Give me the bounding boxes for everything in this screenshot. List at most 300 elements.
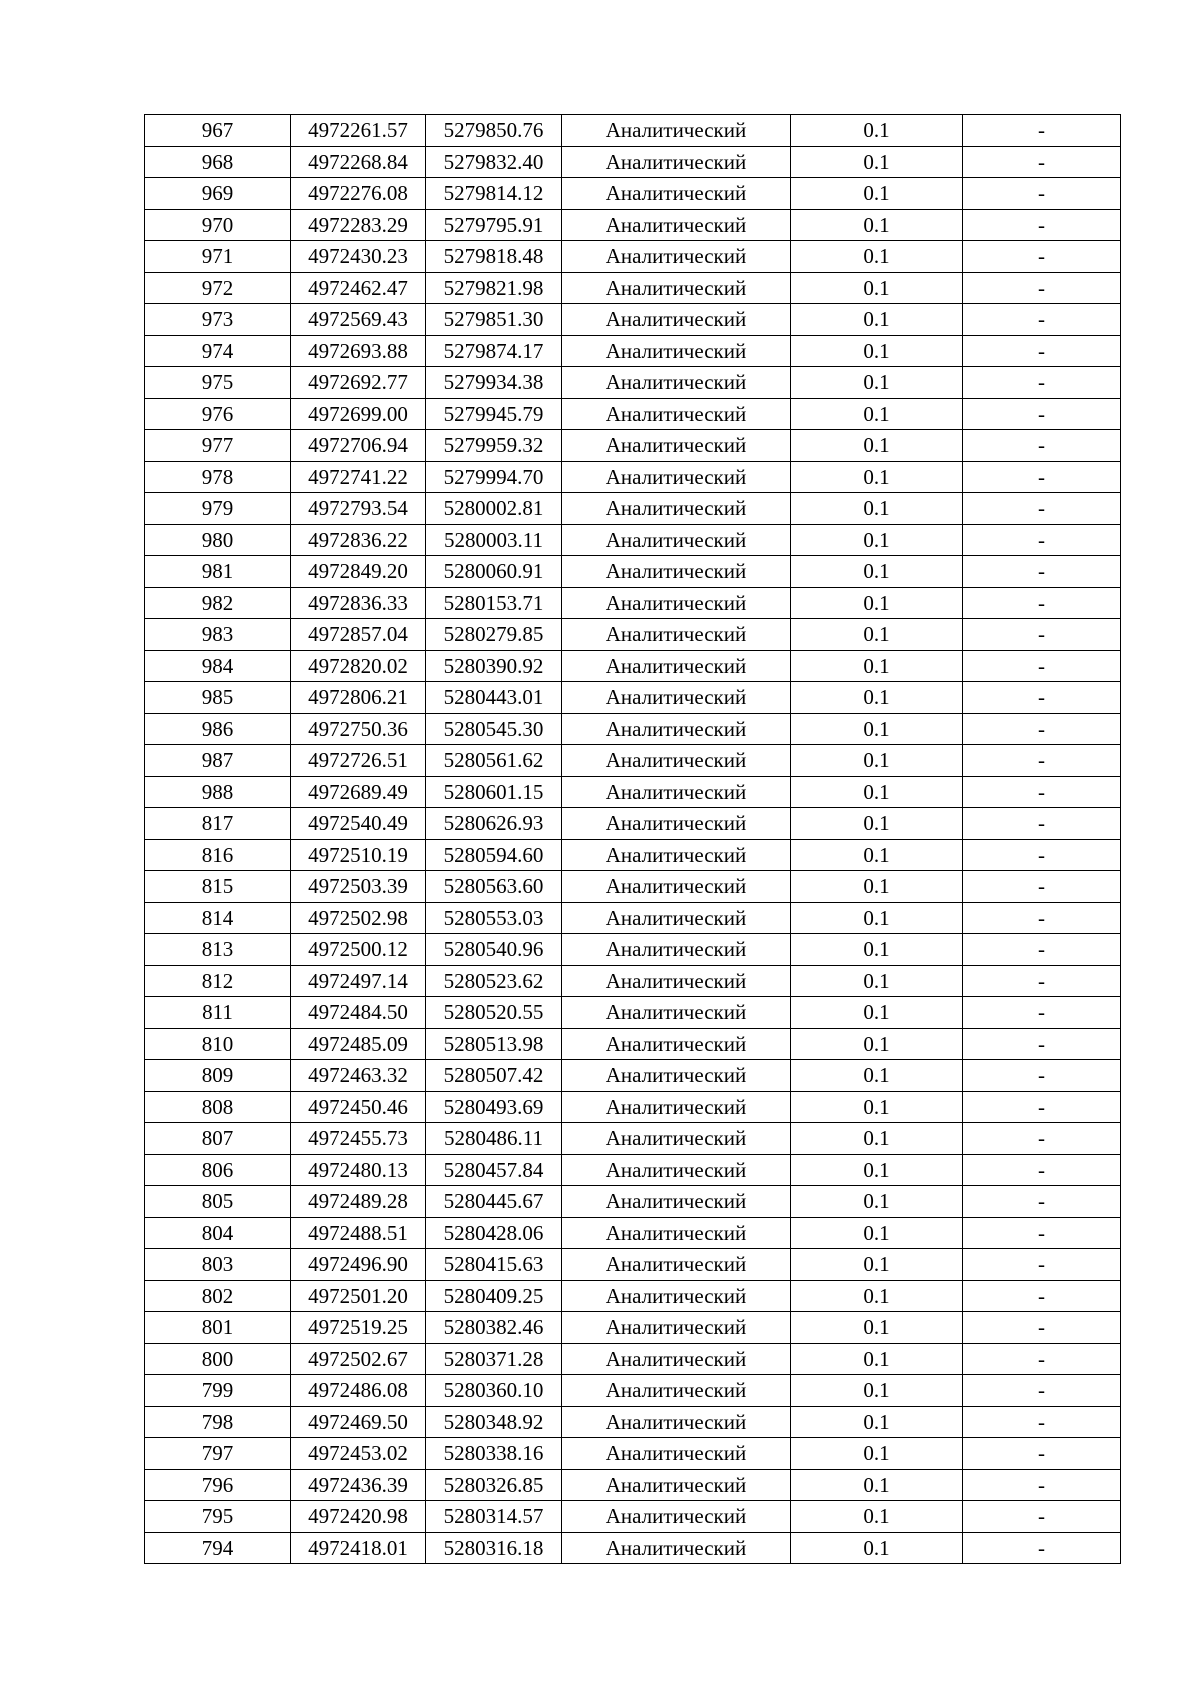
x-coordinate-cell: 4972540.49 (291, 808, 426, 840)
accuracy-cell: 0.1 (791, 1406, 963, 1438)
x-coordinate-cell: 4972820.02 (291, 650, 426, 682)
y-coordinate-cell: 5280360.10 (426, 1375, 562, 1407)
accuracy-cell: 0.1 (791, 1469, 963, 1501)
y-coordinate-cell: 5279959.32 (426, 430, 562, 462)
table-row (145, 650, 1121, 682)
table-row (145, 1217, 1121, 1249)
table-row (145, 556, 1121, 588)
table-row (145, 1312, 1121, 1344)
note-cell: - (963, 997, 1121, 1029)
accuracy-cell: 0.1 (791, 556, 963, 588)
accuracy-cell: 0.1 (791, 1028, 963, 1060)
method-cell: Аналитический (562, 1406, 791, 1438)
note-cell: - (963, 461, 1121, 493)
table-row (145, 1186, 1121, 1218)
y-coordinate-cell: 5280371.28 (426, 1343, 562, 1375)
accuracy-cell: 0.1 (791, 745, 963, 777)
note-cell: - (963, 335, 1121, 367)
method-cell: Аналитический (562, 1280, 791, 1312)
accuracy-cell: 0.1 (791, 839, 963, 871)
note-cell: - (963, 1343, 1121, 1375)
accuracy-cell: 0.1 (791, 304, 963, 336)
accuracy-cell: 0.1 (791, 713, 963, 745)
x-coordinate-cell: 4972485.09 (291, 1028, 426, 1060)
table-row (145, 304, 1121, 336)
note-cell: - (963, 398, 1121, 430)
accuracy-cell: 0.1 (791, 1343, 963, 1375)
method-cell: Аналитический (562, 808, 791, 840)
method-cell: Аналитический (562, 587, 791, 619)
point-number-cell: 977 (145, 430, 291, 462)
y-coordinate-cell: 5280520.55 (426, 997, 562, 1029)
method-cell: Аналитический (562, 1154, 791, 1186)
method-cell: Аналитический (562, 1343, 791, 1375)
y-coordinate-cell: 5280561.62 (426, 745, 562, 777)
point-number-cell: 968 (145, 146, 291, 178)
y-coordinate-cell: 5280443.01 (426, 682, 562, 714)
method-cell: Аналитический (562, 839, 791, 871)
point-number-cell: 813 (145, 934, 291, 966)
y-coordinate-cell: 5280338.16 (426, 1438, 562, 1470)
point-number-cell: 971 (145, 241, 291, 273)
note-cell: - (963, 965, 1121, 997)
table-row (145, 115, 1121, 147)
method-cell: Аналитический (562, 398, 791, 430)
method-cell: Аналитический (562, 367, 791, 399)
accuracy-cell: 0.1 (791, 1280, 963, 1312)
y-coordinate-cell: 5280563.60 (426, 871, 562, 903)
accuracy-cell: 0.1 (791, 272, 963, 304)
note-cell: - (963, 1249, 1121, 1281)
method-cell: Аналитический (562, 1091, 791, 1123)
table-row (145, 776, 1121, 808)
method-cell: Аналитический (562, 146, 791, 178)
accuracy-cell: 0.1 (791, 1123, 963, 1155)
method-cell: Аналитический (562, 965, 791, 997)
y-coordinate-cell: 5280326.85 (426, 1469, 562, 1501)
y-coordinate-cell: 5279795.91 (426, 209, 562, 241)
y-coordinate-cell: 5279850.76 (426, 115, 562, 147)
note-cell: - (963, 587, 1121, 619)
table-row (145, 682, 1121, 714)
point-number-cell: 811 (145, 997, 291, 1029)
y-coordinate-cell: 5279945.79 (426, 398, 562, 430)
note-cell: - (963, 1154, 1121, 1186)
note-cell: - (963, 619, 1121, 651)
x-coordinate-cell: 4972689.49 (291, 776, 426, 808)
point-number-cell: 975 (145, 367, 291, 399)
point-number-cell: 805 (145, 1186, 291, 1218)
note-cell: - (963, 241, 1121, 273)
point-number-cell: 980 (145, 524, 291, 556)
y-coordinate-cell: 5280153.71 (426, 587, 562, 619)
method-cell: Аналитический (562, 650, 791, 682)
x-coordinate-cell: 4972453.02 (291, 1438, 426, 1470)
x-coordinate-cell: 4972497.14 (291, 965, 426, 997)
table-row (145, 745, 1121, 777)
method-cell: Аналитический (562, 934, 791, 966)
method-cell: Аналитический (562, 902, 791, 934)
point-number-cell: 988 (145, 776, 291, 808)
x-coordinate-cell: 4972793.54 (291, 493, 426, 525)
note-cell: - (963, 1501, 1121, 1533)
y-coordinate-cell: 5279832.40 (426, 146, 562, 178)
x-coordinate-cell: 4972503.39 (291, 871, 426, 903)
table-row (145, 1501, 1121, 1533)
y-coordinate-cell: 5280003.11 (426, 524, 562, 556)
y-coordinate-cell: 5279994.70 (426, 461, 562, 493)
table-row (145, 493, 1121, 525)
accuracy-cell: 0.1 (791, 871, 963, 903)
x-coordinate-cell: 4972276.08 (291, 178, 426, 210)
note-cell: - (963, 871, 1121, 903)
table-row (145, 1469, 1121, 1501)
point-number-cell: 796 (145, 1469, 291, 1501)
x-coordinate-cell: 4972268.84 (291, 146, 426, 178)
accuracy-cell: 0.1 (791, 335, 963, 367)
accuracy-cell: 0.1 (791, 367, 963, 399)
y-coordinate-cell: 5280060.91 (426, 556, 562, 588)
accuracy-cell: 0.1 (791, 461, 963, 493)
point-number-cell: 807 (145, 1123, 291, 1155)
x-coordinate-cell: 4972496.90 (291, 1249, 426, 1281)
accuracy-cell: 0.1 (791, 493, 963, 525)
accuracy-cell: 0.1 (791, 524, 963, 556)
x-coordinate-cell: 4972857.04 (291, 619, 426, 651)
point-number-cell: 804 (145, 1217, 291, 1249)
y-coordinate-cell: 5280626.93 (426, 808, 562, 840)
x-coordinate-cell: 4972455.73 (291, 1123, 426, 1155)
table-row (145, 1123, 1121, 1155)
accuracy-cell: 0.1 (791, 965, 963, 997)
point-number-cell: 974 (145, 335, 291, 367)
x-coordinate-cell: 4972849.20 (291, 556, 426, 588)
point-number-cell: 967 (145, 115, 291, 147)
y-coordinate-cell: 5280493.69 (426, 1091, 562, 1123)
note-cell: - (963, 115, 1121, 147)
note-cell: - (963, 146, 1121, 178)
point-number-cell: 970 (145, 209, 291, 241)
note-cell: - (963, 1469, 1121, 1501)
point-number-cell: 801 (145, 1312, 291, 1344)
note-cell: - (963, 934, 1121, 966)
x-coordinate-cell: 4972420.98 (291, 1501, 426, 1533)
table-row (145, 1154, 1121, 1186)
y-coordinate-cell: 5279874.17 (426, 335, 562, 367)
x-coordinate-cell: 4972488.51 (291, 1217, 426, 1249)
table-row (145, 1028, 1121, 1060)
note-cell: - (963, 1532, 1121, 1564)
x-coordinate-cell: 4972836.33 (291, 587, 426, 619)
method-cell: Аналитический (562, 524, 791, 556)
method-cell: Аналитический (562, 335, 791, 367)
accuracy-cell: 0.1 (791, 682, 963, 714)
point-number-cell: 799 (145, 1375, 291, 1407)
point-number-cell: 812 (145, 965, 291, 997)
y-coordinate-cell: 5280523.62 (426, 965, 562, 997)
point-number-cell: 984 (145, 650, 291, 682)
x-coordinate-cell: 4972693.88 (291, 335, 426, 367)
y-coordinate-cell: 5280390.92 (426, 650, 562, 682)
x-coordinate-cell: 4972484.50 (291, 997, 426, 1029)
y-coordinate-cell: 5280594.60 (426, 839, 562, 871)
x-coordinate-cell: 4972806.21 (291, 682, 426, 714)
note-cell: - (963, 745, 1121, 777)
point-number-cell: 815 (145, 871, 291, 903)
point-number-cell: 987 (145, 745, 291, 777)
table-row (145, 1532, 1121, 1564)
table-row (145, 871, 1121, 903)
method-cell: Аналитический (562, 1469, 791, 1501)
x-coordinate-cell: 4972741.22 (291, 461, 426, 493)
method-cell: Аналитический (562, 304, 791, 336)
table-row (145, 241, 1121, 273)
accuracy-cell: 0.1 (791, 1217, 963, 1249)
table-row (145, 461, 1121, 493)
point-number-cell: 982 (145, 587, 291, 619)
accuracy-cell: 0.1 (791, 209, 963, 241)
accuracy-cell: 0.1 (791, 1312, 963, 1344)
note-cell: - (963, 902, 1121, 934)
accuracy-cell: 0.1 (791, 1249, 963, 1281)
accuracy-cell: 0.1 (791, 902, 963, 934)
accuracy-cell: 0.1 (791, 1091, 963, 1123)
y-coordinate-cell: 5280457.84 (426, 1154, 562, 1186)
method-cell: Аналитический (562, 178, 791, 210)
x-coordinate-cell: 4972283.29 (291, 209, 426, 241)
y-coordinate-cell: 5280507.42 (426, 1060, 562, 1092)
x-coordinate-cell: 4972706.94 (291, 430, 426, 462)
x-coordinate-cell: 4972726.51 (291, 745, 426, 777)
point-number-cell: 973 (145, 304, 291, 336)
point-number-cell: 809 (145, 1060, 291, 1092)
x-coordinate-cell: 4972463.32 (291, 1060, 426, 1092)
table-row (145, 178, 1121, 210)
method-cell: Аналитический (562, 209, 791, 241)
y-coordinate-cell: 5280553.03 (426, 902, 562, 934)
point-number-cell: 985 (145, 682, 291, 714)
method-cell: Аналитический (562, 493, 791, 525)
y-coordinate-cell: 5280545.30 (426, 713, 562, 745)
y-coordinate-cell: 5280279.85 (426, 619, 562, 651)
method-cell: Аналитический (562, 776, 791, 808)
note-cell: - (963, 272, 1121, 304)
accuracy-cell: 0.1 (791, 1438, 963, 1470)
note-cell: - (963, 1375, 1121, 1407)
note-cell: - (963, 1028, 1121, 1060)
x-coordinate-cell: 4972469.50 (291, 1406, 426, 1438)
x-coordinate-cell: 4972489.28 (291, 1186, 426, 1218)
table-row (145, 1280, 1121, 1312)
point-number-cell: 976 (145, 398, 291, 430)
table-row (145, 398, 1121, 430)
method-cell: Аналитический (562, 871, 791, 903)
method-cell: Аналитический (562, 619, 791, 651)
y-coordinate-cell: 5280486.11 (426, 1123, 562, 1155)
method-cell: Аналитический (562, 272, 791, 304)
table-row (145, 272, 1121, 304)
x-coordinate-cell: 4972519.25 (291, 1312, 426, 1344)
x-coordinate-cell: 4972430.23 (291, 241, 426, 273)
x-coordinate-cell: 4972569.43 (291, 304, 426, 336)
x-coordinate-cell: 4972480.13 (291, 1154, 426, 1186)
point-number-cell: 983 (145, 619, 291, 651)
method-cell: Аналитический (562, 1028, 791, 1060)
point-number-cell: 981 (145, 556, 291, 588)
accuracy-cell: 0.1 (791, 1375, 963, 1407)
x-coordinate-cell: 4972261.57 (291, 115, 426, 147)
accuracy-cell: 0.1 (791, 997, 963, 1029)
point-number-cell: 979 (145, 493, 291, 525)
table-row (145, 1091, 1121, 1123)
note-cell: - (963, 1091, 1121, 1123)
method-cell: Аналитический (562, 241, 791, 273)
note-cell: - (963, 682, 1121, 714)
point-number-cell: 808 (145, 1091, 291, 1123)
table-row (145, 934, 1121, 966)
method-cell: Аналитический (562, 1312, 791, 1344)
point-number-cell: 806 (145, 1154, 291, 1186)
x-coordinate-cell: 4972500.12 (291, 934, 426, 966)
point-number-cell: 798 (145, 1406, 291, 1438)
method-cell: Аналитический (562, 682, 791, 714)
method-cell: Аналитический (562, 1217, 791, 1249)
x-coordinate-cell: 4972450.46 (291, 1091, 426, 1123)
point-number-cell: 794 (145, 1532, 291, 1564)
y-coordinate-cell: 5280002.81 (426, 493, 562, 525)
accuracy-cell: 0.1 (791, 1501, 963, 1533)
y-coordinate-cell: 5279934.38 (426, 367, 562, 399)
y-coordinate-cell: 5280445.67 (426, 1186, 562, 1218)
x-coordinate-cell: 4972462.47 (291, 272, 426, 304)
table-row (145, 808, 1121, 840)
x-coordinate-cell: 4972486.08 (291, 1375, 426, 1407)
accuracy-cell: 0.1 (791, 430, 963, 462)
method-cell: Аналитический (562, 115, 791, 147)
table-row (145, 1060, 1121, 1092)
accuracy-cell: 0.1 (791, 146, 963, 178)
point-number-cell: 803 (145, 1249, 291, 1281)
note-cell: - (963, 1280, 1121, 1312)
point-number-cell: 978 (145, 461, 291, 493)
x-coordinate-cell: 4972750.36 (291, 713, 426, 745)
note-cell: - (963, 209, 1121, 241)
accuracy-cell: 0.1 (791, 1060, 963, 1092)
x-coordinate-cell: 4972436.39 (291, 1469, 426, 1501)
accuracy-cell: 0.1 (791, 115, 963, 147)
accuracy-cell: 0.1 (791, 808, 963, 840)
point-number-cell: 972 (145, 272, 291, 304)
point-number-cell: 800 (145, 1343, 291, 1375)
accuracy-cell: 0.1 (791, 398, 963, 430)
note-cell: - (963, 493, 1121, 525)
accuracy-cell: 0.1 (791, 587, 963, 619)
method-cell: Аналитический (562, 461, 791, 493)
note-cell: - (963, 1438, 1121, 1470)
note-cell: - (963, 713, 1121, 745)
y-coordinate-cell: 5279851.30 (426, 304, 562, 336)
y-coordinate-cell: 5280428.06 (426, 1217, 562, 1249)
point-number-cell: 814 (145, 902, 291, 934)
method-cell: Аналитический (562, 1249, 791, 1281)
table-row (145, 1406, 1121, 1438)
method-cell: Аналитический (562, 1438, 791, 1470)
method-cell: Аналитический (562, 430, 791, 462)
method-cell: Аналитический (562, 713, 791, 745)
accuracy-cell: 0.1 (791, 1186, 963, 1218)
y-coordinate-cell: 5280513.98 (426, 1028, 562, 1060)
note-cell: - (963, 367, 1121, 399)
table-row (145, 1249, 1121, 1281)
y-coordinate-cell: 5280382.46 (426, 1312, 562, 1344)
y-coordinate-cell: 5280415.63 (426, 1249, 562, 1281)
method-cell: Аналитический (562, 1501, 791, 1533)
point-number-cell: 817 (145, 808, 291, 840)
note-cell: - (963, 556, 1121, 588)
table-row (145, 367, 1121, 399)
note-cell: - (963, 524, 1121, 556)
point-number-cell: 816 (145, 839, 291, 871)
note-cell: - (963, 1406, 1121, 1438)
point-number-cell: 969 (145, 178, 291, 210)
table-row (145, 902, 1121, 934)
x-coordinate-cell: 4972502.98 (291, 902, 426, 934)
note-cell: - (963, 776, 1121, 808)
note-cell: - (963, 1186, 1121, 1218)
accuracy-cell: 0.1 (791, 1532, 963, 1564)
y-coordinate-cell: 5280409.25 (426, 1280, 562, 1312)
method-cell: Аналитический (562, 1123, 791, 1155)
y-coordinate-cell: 5280348.92 (426, 1406, 562, 1438)
table-row (145, 997, 1121, 1029)
x-coordinate-cell: 4972418.01 (291, 1532, 426, 1564)
table-row (145, 146, 1121, 178)
accuracy-cell: 0.1 (791, 241, 963, 273)
table-row (145, 1438, 1121, 1470)
note-cell: - (963, 1217, 1121, 1249)
y-coordinate-cell: 5280540.96 (426, 934, 562, 966)
method-cell: Аналитический (562, 745, 791, 777)
method-cell: Аналитический (562, 556, 791, 588)
table-row (145, 619, 1121, 651)
point-number-cell: 795 (145, 1501, 291, 1533)
y-coordinate-cell: 5279818.48 (426, 241, 562, 273)
method-cell: Аналитический (562, 997, 791, 1029)
table-row (145, 209, 1121, 241)
point-number-cell: 986 (145, 713, 291, 745)
note-cell: - (963, 1312, 1121, 1344)
note-cell: - (963, 178, 1121, 210)
point-number-cell: 802 (145, 1280, 291, 1312)
table-row (145, 430, 1121, 462)
method-cell: Аналитический (562, 1186, 791, 1218)
table-row (145, 1343, 1121, 1375)
coordinates-table (144, 114, 1121, 1564)
note-cell: - (963, 1123, 1121, 1155)
accuracy-cell: 0.1 (791, 1154, 963, 1186)
y-coordinate-cell: 5280316.18 (426, 1532, 562, 1564)
accuracy-cell: 0.1 (791, 619, 963, 651)
y-coordinate-cell: 5279821.98 (426, 272, 562, 304)
point-number-cell: 810 (145, 1028, 291, 1060)
coordinates-table-body (145, 115, 1121, 1564)
y-coordinate-cell: 5280314.57 (426, 1501, 562, 1533)
y-coordinate-cell: 5280601.15 (426, 776, 562, 808)
accuracy-cell: 0.1 (791, 776, 963, 808)
note-cell: - (963, 430, 1121, 462)
accuracy-cell: 0.1 (791, 178, 963, 210)
method-cell: Аналитический (562, 1375, 791, 1407)
